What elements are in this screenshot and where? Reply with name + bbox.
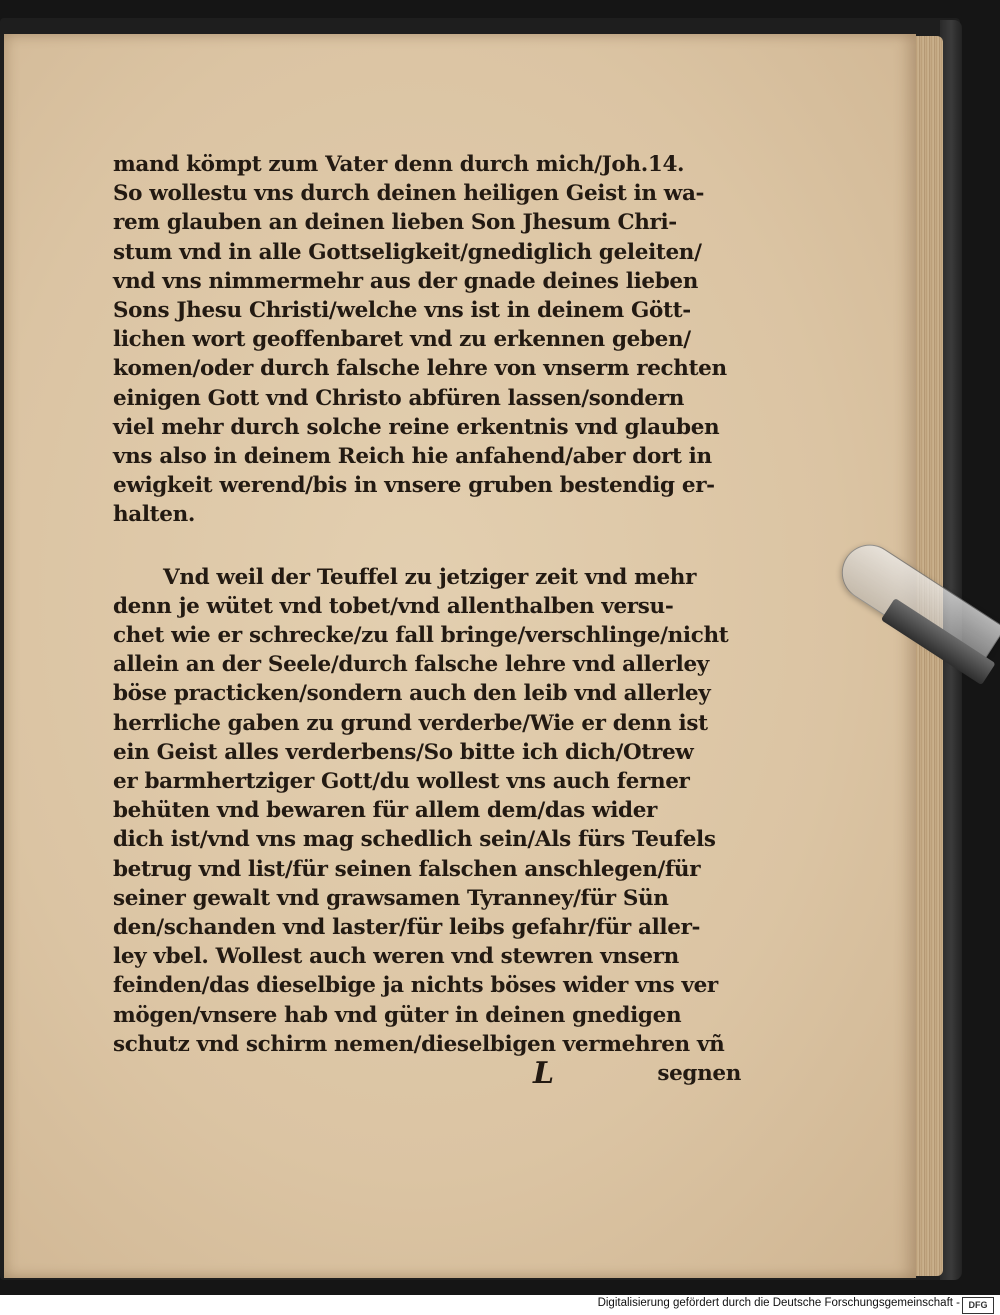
catchword: segnen xyxy=(657,1061,741,1087)
text-line: stum vnd in alle Gottseligkeit/gnediglich geleiten/ xyxy=(113,239,702,265)
page-footer xyxy=(113,1056,741,1092)
text-line: Sons Jhesu Christi/welche vns ist in deinem Gött- xyxy=(113,298,691,324)
text-line: er barmhertziger Gott/du wollest vns auch ferner xyxy=(113,769,690,795)
text-line: herrliche gaben zu grund verderbe/Wie er denn ist xyxy=(113,710,708,736)
text-line: vns also in deinem Reich hie anfahend/aber dort in xyxy=(113,444,712,470)
text-line: betrug vnd list/für seinen falschen anschlegen/für xyxy=(113,856,701,882)
text-line: mögen/vnsere hab vnd güter in deinen gnedigen xyxy=(113,1002,682,1028)
signature-mark: L xyxy=(533,1056,554,1092)
text-line: halten. xyxy=(113,502,196,528)
text-line: seiner gewalt vnd grawsamen Tyranney/für Sün xyxy=(113,885,669,911)
text-line: behüten vnd bewaren für allem dem/das wider xyxy=(113,798,658,824)
text-line: schutz vnd schirm nemen/dieselbigen vermehren vñ xyxy=(113,1031,725,1057)
text-line: chet wie er schrecke/zu fall bringe/verschlinge/nicht xyxy=(113,623,729,649)
text-line: feinden/das dieselbige ja nichts böses wider vns ver xyxy=(113,973,718,999)
text-line: ewigkeit werend/bis in vnsere gruben bestendig er- xyxy=(113,473,715,499)
paragraph-gap xyxy=(113,530,741,563)
text-line: mand kömpt zum Vater denn durch mich/Joh.14. xyxy=(113,152,685,177)
text-line: ein Geist alles verderbens/So bitte ich dich/Otrew xyxy=(113,739,694,765)
text-line: Vnd weil der Teuffel zu jetziger zeit vnd mehr xyxy=(163,564,697,590)
text-line: einigen Gott vnd Christo abfüren lassen/sondern xyxy=(113,385,685,411)
text-line: allein an der Seele/durch falsche lehre vnd allerley xyxy=(113,652,709,678)
text-line: lichen wort geoffenbaret vnd zu erkennen geben/ xyxy=(113,327,691,353)
text-line: vnd vns nimmermehr aus der gnade deines lieben xyxy=(113,268,699,294)
credit-bar xyxy=(0,1295,1000,1315)
text-line: den/schanden vnd laster/für leibs gefahr/für aller- xyxy=(113,915,701,941)
dfg-logo: DFG xyxy=(962,1297,994,1314)
text-line: denn je wütet vnd tobet/vnd allenthalben versu- xyxy=(113,593,674,619)
page-text xyxy=(113,150,741,1092)
text-line: rem glauben an deinen lieben Son Jhesum Chri- xyxy=(113,210,677,236)
text-line: So wollestu vns durch deinen heiligen Geist in wa- xyxy=(113,181,705,207)
text-line: komen/oder durch falsche lehre von vnserm rechten xyxy=(113,356,727,382)
text-line: ley vbel. Wollest auch weren vnd stewren vnsern xyxy=(113,944,679,970)
text-line: dich ist/vnd vns mag schedlich sein/Als fürs Teufels xyxy=(113,827,716,853)
funding-credit: Digitalisierung gefördert durch die Deutsche Forschungsgemeinschaft - xyxy=(597,1297,960,1309)
text-line: viel mehr durch solche reine erkentnis vnd glauben xyxy=(113,414,720,440)
text-line: böse practicken/sondern auch den leib vnd allerley xyxy=(113,681,711,707)
